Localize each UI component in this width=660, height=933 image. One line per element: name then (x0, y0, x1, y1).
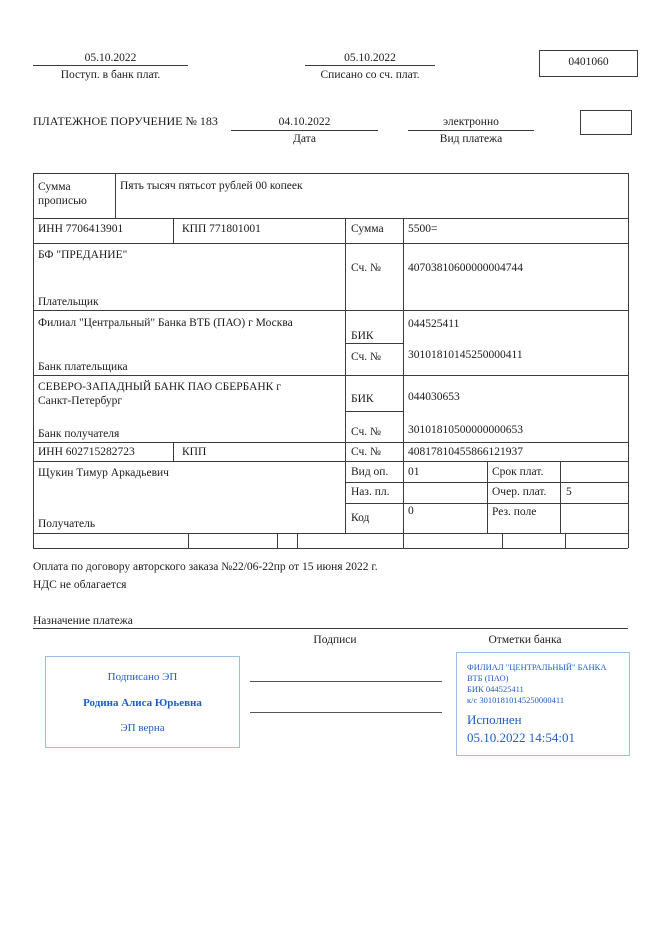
table-border (297, 533, 298, 548)
table-border (487, 461, 488, 533)
document-date-label: Дата (293, 133, 316, 145)
payee-inn: ИНН 602715282723 (38, 446, 135, 458)
bank-stamp-line3: БИК 044525411 (467, 684, 524, 694)
payer-inn: ИНН 7706413901 (38, 223, 124, 235)
vid-op-label: Вид оп. (351, 466, 389, 478)
table-border (628, 173, 629, 548)
signature-line-2 (250, 712, 442, 713)
payee-bank-label: Банк получателя (38, 428, 120, 440)
received-date: 05.10.2022 (84, 52, 137, 64)
kod-label: Код (351, 512, 370, 524)
table-border (33, 243, 628, 244)
purpose-underline (33, 628, 628, 629)
payee-bank-bik: 044030653 (408, 391, 460, 403)
received-label: Поступ. в банк плат. (60, 69, 161, 81)
table-border (33, 375, 628, 376)
kod-value: 0 (408, 505, 414, 517)
payer-label: Плательщик (38, 296, 99, 308)
payee-account-label: Сч. № (351, 446, 382, 458)
payer-bank-bik: 044525411 (408, 318, 460, 330)
sum-value: 5500= (408, 223, 438, 235)
table-border (502, 533, 503, 548)
debited-date-line (305, 65, 435, 66)
table-border (33, 218, 628, 219)
naz-pl-label: Наз. пл. (351, 486, 390, 498)
purpose-line2: НДС не облагается (33, 579, 127, 591)
purpose-label: Назначение платежа (33, 615, 133, 627)
table-border (565, 533, 566, 548)
esign-stamp-box (45, 656, 240, 748)
rez-pole-label: Рез. поле (492, 506, 537, 518)
esign-valid-text: ЭП верна (120, 722, 165, 734)
esign-signed-text: Подписано ЭП (107, 671, 178, 683)
debited-date: 05.10.2022 (344, 52, 396, 64)
table-border (33, 173, 628, 174)
table-border (560, 461, 561, 533)
amount-words-label: Сумма прописью (38, 181, 87, 207)
received-date-line (33, 65, 188, 66)
srok-plat-label: Срок плат. (492, 466, 544, 478)
table-border (277, 533, 278, 548)
payer-bank-corr-label: Сч. № (351, 351, 382, 363)
ocher-plat-label: Очер. плат. (492, 486, 547, 498)
table-border (173, 442, 174, 461)
payee-kpp: КПП (182, 446, 207, 458)
payee-bank-corr-account: 30101810500000000653 (408, 424, 523, 436)
table-border (173, 218, 174, 243)
sum-label: Сумма (351, 223, 384, 235)
payer-name: БФ "ПРЕДАНИЕ" (38, 249, 128, 261)
signatures-label: Подписи (313, 634, 357, 646)
payee-name: Щукин Тимур Аркадьевич (38, 467, 169, 479)
ocher-plat-value: 5 (566, 486, 572, 498)
bank-stamp-timestamp: 05.10.2022 14:54:01 (467, 730, 575, 745)
payment-kind-value: электронно (443, 116, 499, 128)
payer-bank-label: Банк плательщика (38, 361, 128, 373)
bank-stamp-line1: ФИЛИАЛ "ЦЕНТРАЛЬНЫЙ" БАНКА (467, 662, 607, 672)
table-border (33, 548, 628, 549)
bank-marks-label: Отметки банка (488, 634, 562, 646)
payee-bank-name-line1: СЕВЕРО-ЗАПАДНЫЙ БАНК ПАО СБЕРБАНК г (38, 381, 281, 393)
table-border (345, 411, 403, 412)
payee-account: 40817810455866121937 (408, 446, 523, 458)
payment-kind-line (408, 130, 534, 131)
payer-account-label: Сч. № (351, 262, 382, 274)
payer-bank-bik-label: БИК (351, 330, 374, 342)
table-border (115, 173, 116, 218)
payee-label: Получатель (38, 518, 96, 530)
bank-stamp-box (456, 652, 630, 756)
document-date-value: 04.10.2022 (278, 116, 331, 128)
amount-words: Пять тысяч пятьсот рублей 00 копеек (120, 180, 303, 192)
table-border (188, 533, 189, 548)
payee-bank-name-line2: Санкт-Петербург (38, 395, 123, 407)
table-border (33, 310, 628, 311)
table-border (33, 461, 628, 462)
document-title: ПЛАТЕЖНОЕ ПОРУЧЕНИЕ № 183 (33, 114, 218, 128)
table-border (33, 173, 34, 548)
form-code-box (539, 50, 638, 77)
payer-account: 40703810600000004744 (408, 262, 523, 274)
purpose-line1: Оплата по договору авторского заказа №22/06-22пр от 15 июня 2022 г. (33, 561, 378, 573)
payment-type-box (580, 110, 632, 135)
bank-stamp-status: Исполнен (467, 712, 522, 727)
table-border (403, 218, 404, 548)
payment-kind-label: Вид платежа (439, 133, 503, 145)
signature-line-1 (250, 681, 442, 682)
table-border (345, 343, 403, 344)
bank-stamp-line4: к/с 30101810145250000411 (467, 695, 565, 705)
table-border (33, 533, 628, 534)
form-code: 0401060 (568, 56, 609, 68)
payer-bank-corr-account: 30101810145250000411 (408, 349, 523, 361)
bank-stamp-line2: ВТБ (ПАО) (467, 673, 509, 683)
document-date-line (231, 130, 378, 131)
payee-bank-bik-label: БИК (351, 393, 374, 405)
table-border (33, 442, 628, 443)
table-border (345, 218, 346, 533)
vid-op-value: 01 (408, 466, 420, 478)
esign-signer-name: Родина Алиса Юрьевна (83, 697, 202, 709)
payee-bank-corr-label: Сч. № (351, 426, 382, 438)
payer-kpp: КПП 771801001 (182, 223, 261, 235)
debited-label: Списано со сч. плат. (320, 69, 420, 81)
payer-bank-name: Филиал "Центральный" Банка ВТБ (ПАО) г Москва (38, 317, 293, 329)
